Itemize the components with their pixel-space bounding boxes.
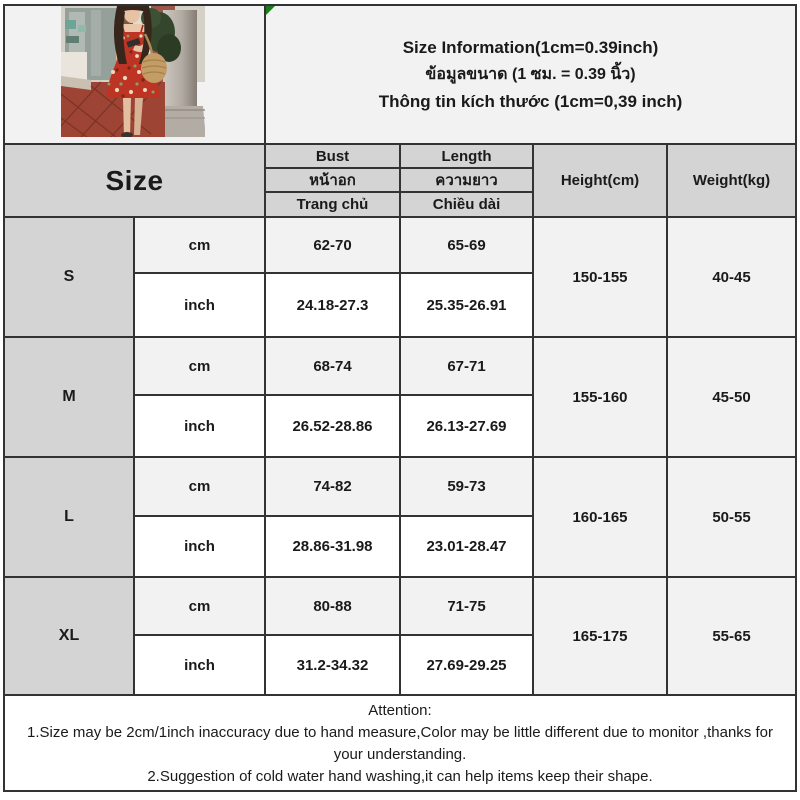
length-value: 25.35-26.91 (399, 272, 532, 336)
length-value: 27.69-29.25 (399, 634, 532, 694)
size-label-m: M (5, 336, 133, 456)
product-photo-illustration (61, 6, 205, 137)
length-value: 67-71 (399, 336, 532, 394)
bust-value: 31.2-34.32 (264, 634, 399, 694)
size-column-header: Size (5, 143, 264, 216)
size-label-l: L (5, 456, 133, 576)
length-value: 26.13-27.69 (399, 394, 532, 456)
size-label-xl: XL (5, 576, 133, 694)
unit-label: inch (133, 394, 264, 456)
length-header-vi: Chiều dài (399, 191, 532, 216)
weight-value: 55-65 (666, 576, 795, 694)
size-info-title-cell (264, 6, 795, 143)
bust-header-th: หน้าอก (264, 167, 399, 191)
bust-value: 24.18-27.3 (264, 272, 399, 336)
length-value: 23.01-28.47 (399, 515, 532, 576)
size-chart-sheet (3, 4, 797, 792)
unit-label: inch (133, 515, 264, 576)
length-header-en: Length (399, 143, 532, 167)
bust-value: 74-82 (264, 456, 399, 515)
height-column-header: Height(cm) (532, 143, 666, 216)
bust-header-en: Bust (264, 143, 399, 167)
weight-value: 40-45 (666, 216, 795, 336)
unit-label: cm (133, 336, 264, 394)
attention-note-2: 2.Suggestion of cold water hand washing,it can help items keep their shape. (147, 768, 653, 785)
weight-column-header: Weight(kg) (666, 143, 795, 216)
bust-value: 62-70 (264, 216, 399, 272)
height-value: 165-175 (532, 576, 666, 694)
weight-value: 45-50 (666, 336, 795, 456)
unit-label: cm (133, 576, 264, 634)
bust-value: 80-88 (264, 576, 399, 634)
unit-label: inch (133, 634, 264, 694)
length-header-th: ความยาว (399, 167, 532, 191)
size-label-s: S (5, 216, 133, 336)
attention-title: Attention: (368, 702, 432, 719)
weight-value: 50-55 (666, 456, 795, 576)
unit-label: cm (133, 216, 264, 272)
bust-header-vi: Trang chủ (264, 191, 399, 216)
length-value: 65-69 (399, 216, 532, 272)
unit-label: inch (133, 272, 264, 336)
height-value: 160-165 (532, 456, 666, 576)
unit-label: cm (133, 456, 264, 515)
attention-note-1: 1.Size may be 2cm/1inch inaccuracy due to hand measure,Color may be little different due to monitor ,thanks for your understanding. (27, 724, 773, 763)
green-corner-flag-icon (266, 6, 275, 15)
height-value: 155-160 (532, 336, 666, 456)
product-photo-cell (5, 6, 264, 143)
length-value: 59-73 (399, 456, 532, 515)
bust-value: 68-74 (264, 336, 399, 394)
title-vietnamese: Thông tin kích thước (1cm=0,39 inch) (378, 91, 683, 111)
height-value: 150-155 (532, 216, 666, 336)
attention-section (5, 694, 795, 790)
title-english: Size Information(1cm=0.39inch) (402, 37, 659, 57)
bust-value: 26.52-28.86 (264, 394, 399, 456)
length-value: 71-75 (399, 576, 532, 634)
bust-value: 28.86-31.98 (264, 515, 399, 576)
title-thai: ข้อมูลขนาด (1 ซม. = 0.39 นิ้ว) (425, 65, 636, 83)
product-photo (61, 6, 205, 142)
